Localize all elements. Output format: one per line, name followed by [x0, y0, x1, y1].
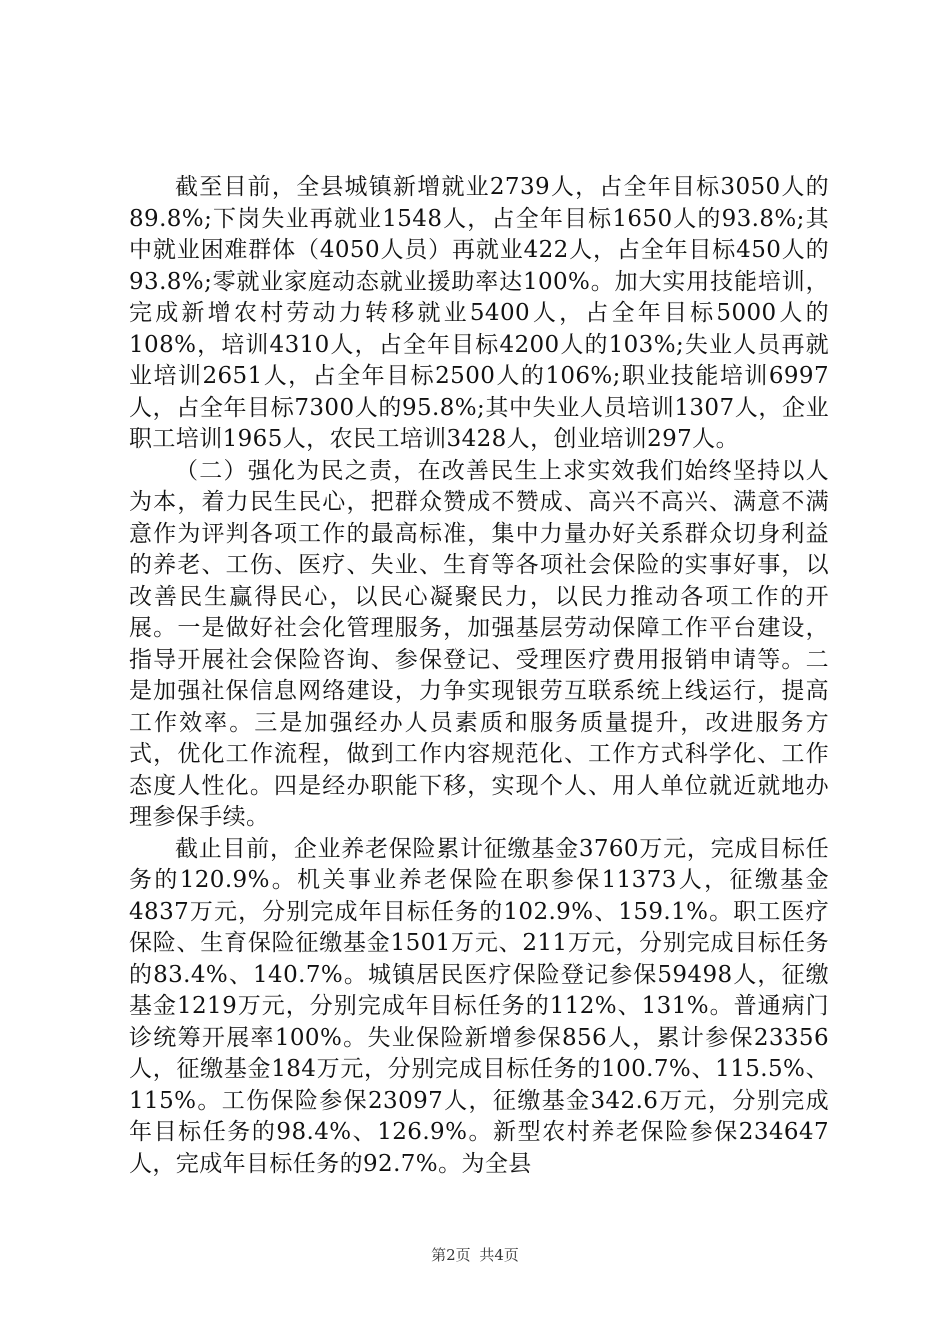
page-number: 第2页: [431, 1246, 471, 1264]
document-body: [129, 172, 829, 1180]
page-footer: [0, 1244, 950, 1265]
paragraph-insurance-stats: 截止目前，企业养老保险累计征缴基金3760万元，完成目标任务的120.9%。机关事业养老保险在职参保11373人，征缴基金4837万元，分别完成年目标任务的102.9%、159.1%。职工医疗保险、生育保险征缴基金1501万元、211万元，分别完成目标任务的83.4%、140.7%。城镇居民医疗保险登记参保59498人，征缴基金1219万元，分别完成年目标任务的112%、131%。普通病门诊统筹开展率100%。失业保险新增参保856人，累计参保23356人，征缴基金184万元，分别完成目标任务的100.7%、115.5%、115%。工伤保险参保23097人，征缴基金342.6万元，分别完成年目标任务的98.4%、126.9%。新型农村养老保险参保234647人，完成年目标任务的92.7%。为全县: [129, 835, 829, 1177]
paragraph-employment-stats: 截至目前，全县城镇新增就业2739人，占全年目标3050人的89.8%;下岗失业再就业1548人，占全年目标1650人的93.8%;其中就业困难群体（4050人员）再就业422人，占全年目标450人的93.8%;零就业家庭动态就业援助率达100%。加大实用技能培训，完成新增农村劳动力转移就业5400人，占全年目标5000人的108%，培训4310人，占全年目标4200人的103%;失业人员再就业培训2651人，占全年目标2500人的106%;职业技能培训6997人，占全年目标7300人的95.8%;其中失业人员培训1307人，企业职工培训1965人，农民工培训3428人，创业培训297人。: [129, 174, 829, 452]
page-total: 共4页: [479, 1246, 519, 1264]
paragraph-livelihood-measures: （二）强化为民之责，在改善民生上求实效我们始终坚持以人为本，着力民生民心，把群众赞成不赞成、高兴不高兴、满意不满意作为评判各项工作的最高标准，集中力量办好关系群众切身利益的养老、工伤、医疗、失业、生育等各项社会保险的实事好事，以改善民生赢得民心，以民心凝聚民力，以民力推动各项工作的开展。一是做好社会化管理服务，加强基层劳动保障工作平台建设，指导开展社会保险咨询、参保登记、受理医疗费用报销申请等。二是加强社保信息网络建设，力争实现银劳互联系统上线运行，提高工作效率。三是加强经办人员素质和服务质量提升，改进服务方式，优化工作流程，做到工作内容规范化、工作方式科学化、工作态度人性化。四是经办职能下移，实现个人、用人单位就近就地办理参保手续。: [129, 457, 829, 830]
